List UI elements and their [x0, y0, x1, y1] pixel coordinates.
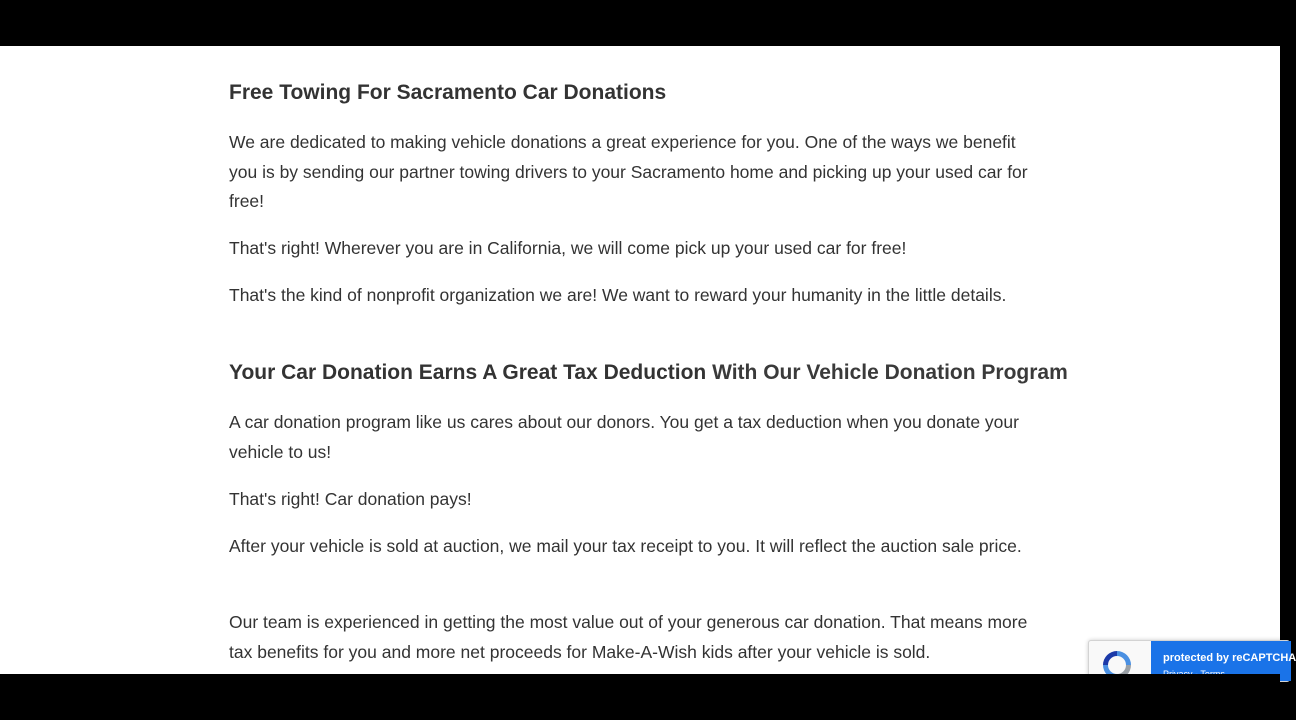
heading-tax-deduction-strong: Your Car Donation Earns A Great Tax Deduction [229, 361, 707, 384]
paragraph-dedicated: We are dedicated to making vehicle donations a great experience for you. One of the ways we benefit you is by sending our partner towing drivers to your Sacramento home and picking up your used car for free! [229, 132, 1028, 211]
paragraph-thats-right-california: That's right! Wherever you are in California, we will come pick up your used car for free! [229, 238, 907, 258]
heading-free-towing: Free Towing For Sacramento Car Donations [229, 81, 667, 104]
paragraph-car-donation-pays: That's right! Car donation pays! [229, 489, 472, 509]
paragraph-auction-receipt: After your vehicle is sold at auction, we mail your tax receipt to you. It will reflect the auction sale price. [229, 536, 1022, 556]
letterbox-bottom [0, 674, 1280, 720]
paragraph-nonprofit: That's the kind of nonprofit organization we are! We want to reward your humanity in the little details. [229, 285, 1007, 305]
heading-tax-deduction-rest: With Our Vehicle Donation Program [706, 361, 1068, 384]
paragraph-team-experienced: Our team is experienced in getting the most value out of your generous car donation. That means more tax benefits for you and more net proceeds for Make-A-Wish kids after your vehicle is sold. [229, 612, 1028, 662]
letterbox-top [0, 0, 1280, 46]
heading-tax-deduction [229, 359, 1068, 387]
web-page [0, 46, 1296, 674]
paragraph-donation-program: A car donation program like us cares about our donors. You get a tax deduction when you donate your vehicle to us! [229, 412, 1019, 462]
recaptcha-protected-text: protected by reCAPTCHA [1163, 652, 1296, 664]
